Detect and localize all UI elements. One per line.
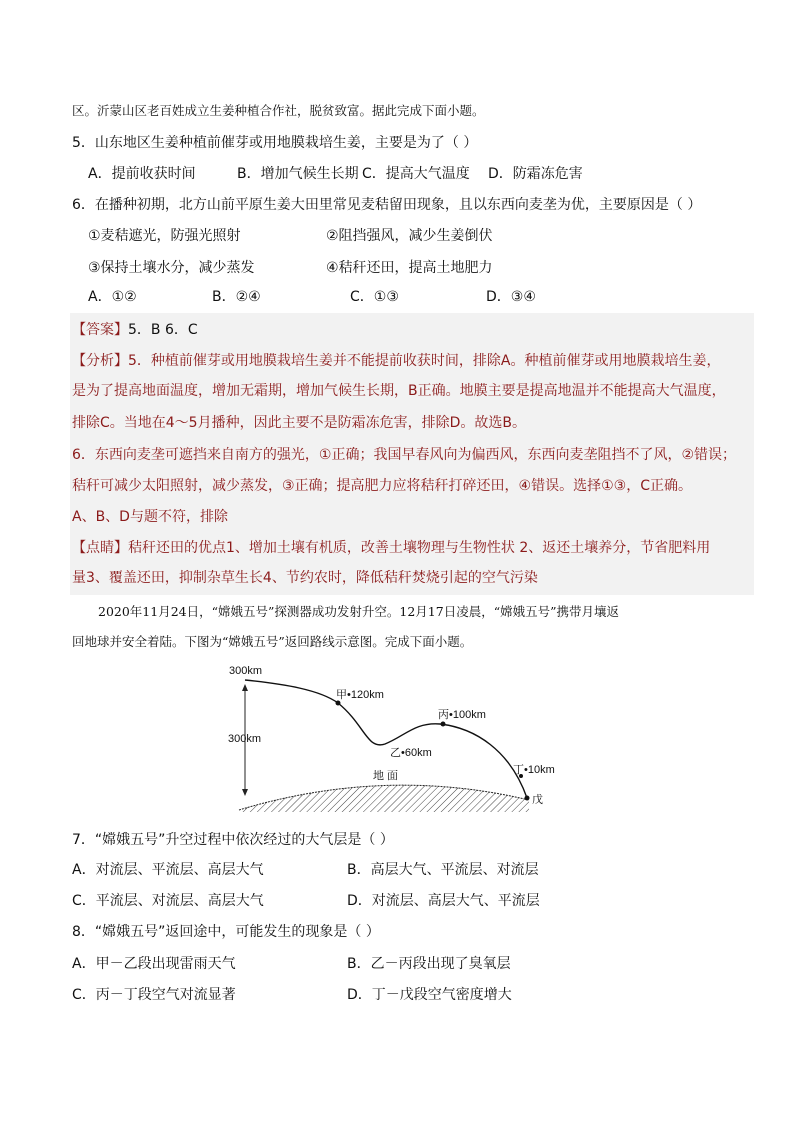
label-bing: 丙•100km [438, 709, 486, 721]
analysis-line-4: 6．东西向麦垄可遮挡来自南方的强光，①正确；我国早春风向为偏西风，东西向麦垄阻挡不了风，②错误； [72, 447, 737, 463]
analysis-line-3: 排除C。当地在4～5月播种，因此主要不是防霜冻危害，排除D。故选B。 [72, 415, 526, 431]
q6-option-b: B．②④ [212, 289, 261, 305]
q6-statement-4: ④秸秆还田，提高土地肥力 [326, 260, 493, 276]
ground-label: 地 面 [373, 770, 399, 782]
point-bing [441, 722, 446, 727]
question-5-stem: 5．山东地区生姜种植前催芽或用地膜栽培生姜，主要是为了（ ） [72, 135, 478, 151]
q6-statement-3: ③保持土壤水分，减少蒸发 [88, 260, 255, 276]
intro2-line-2: 回地球并安全着陆。下图为“嫦娥五号”返回路线示意图。完成下面小题。 [72, 634, 473, 649]
analysis-line-2: 是为了提高地面温度，增加无霜期，增加气候生长期，B正确。地膜主要是提高地温并不能提高大气温度， [72, 383, 726, 399]
tip-line-1 [72, 538, 710, 558]
q6-statement-2: ②阻挡强风，减少生姜倒伏 [326, 228, 493, 244]
q5-option-b: B．增加气候生长期 [237, 166, 359, 182]
answer-tag: 【答案】 [72, 322, 128, 338]
analysis-tag: 【分析】 [72, 353, 128, 369]
answer-line [72, 320, 198, 340]
q6-option-a: A．①② [88, 289, 137, 305]
label-ding: 丁•10km [513, 764, 555, 776]
ground-hatch [239, 785, 529, 812]
answer-text: 5．B 6．C [128, 322, 198, 338]
q6-option-d: D．③④ [486, 289, 536, 305]
return-route-diagram [225, 660, 565, 815]
q8-option-c: C．丙－丁段空气对流显著 [72, 987, 236, 1003]
q5-option-d: D．防霜冻危害 [488, 166, 583, 182]
tip-text-1: 秸秆还田的优点1、增加土壤有机质，改善土壤物理与生物性状 2、返还土壤养分，节省肥料用 [128, 540, 711, 556]
question-8-stem: 8．“嫦娥五号”返回途中，可能发生的现象是（ ） [72, 924, 380, 940]
intro-text: 区。沂蒙山区老百姓成立生姜种植合作社，脱贫致富。据此完成下面小题。 [72, 103, 485, 118]
q5-option-a: A．提前收获时间 [88, 166, 196, 182]
q5-option-c: C．提高大气温度 [362, 166, 470, 182]
question-7-stem: 7．“嫦娥五号”升空过程中依次经过的大气层是（ ） [72, 832, 394, 848]
q7-option-d: D．对流层、高层大气、平流层 [347, 893, 540, 909]
top-label: 300km [229, 665, 263, 677]
tip-line-2: 量3、覆盖还田，抑制杂草生长4、节约农时，降低秸秆焚烧引起的空气污染 [72, 570, 538, 586]
point-wu [525, 796, 530, 801]
q8-option-b: B．乙－丙段出现了臭氧层 [347, 956, 511, 972]
question-6-stem: 6．在播种初期，北方山前平原生姜大田里常见麦秸留田现象，且以东西向麦垄为优，主要原因是（ ） [72, 197, 702, 213]
q8-option-d: D．丁－戊段空气密度增大 [347, 987, 512, 1003]
intro2-line-1: 2020年11月24日，“嫦娥五号”探测器成功发射升空。12月17日凌晨，“嫦娥五号”携带月壤返 [98, 604, 619, 619]
analysis-text-1: 5．种植前催芽或用地膜栽培生姜并不能提前收获时间，排除A。种植前催芽或用地膜栽培生姜， [128, 353, 721, 369]
q7-option-b: B．高层大气、平流层、对流层 [347, 862, 539, 878]
analysis-line-1 [72, 351, 720, 371]
q7-option-a: A．对流层、平流层、高层大气 [72, 862, 264, 878]
tip-tag: 【点睛】 [72, 540, 128, 556]
q6-statement-1: ①麦秸遮光，防强光照射 [88, 228, 241, 244]
label-yi: 乙•60km [390, 747, 432, 759]
analysis-line-5: 秸秆可减少太阳照射，减少蒸发，③正确；提高肥力应将秸秆打碎还田，④错误。选择①③，C正确。 [72, 478, 692, 494]
label-jia: 甲•120km [336, 689, 384, 701]
q6-option-c: C．①③ [350, 289, 399, 305]
analysis-line-6: A、B、D与题不符，排除 [72, 509, 228, 525]
height-arrow-bottom [242, 789, 248, 796]
point-jia [336, 701, 341, 706]
height-label: 300km [228, 733, 262, 745]
q8-option-a: A．甲－乙段出现雷雨天气 [72, 956, 236, 972]
height-arrow-top [242, 684, 248, 691]
label-wu: 戊 [532, 794, 543, 806]
q7-option-c: C．平流层、对流层、高层大气 [72, 893, 264, 909]
